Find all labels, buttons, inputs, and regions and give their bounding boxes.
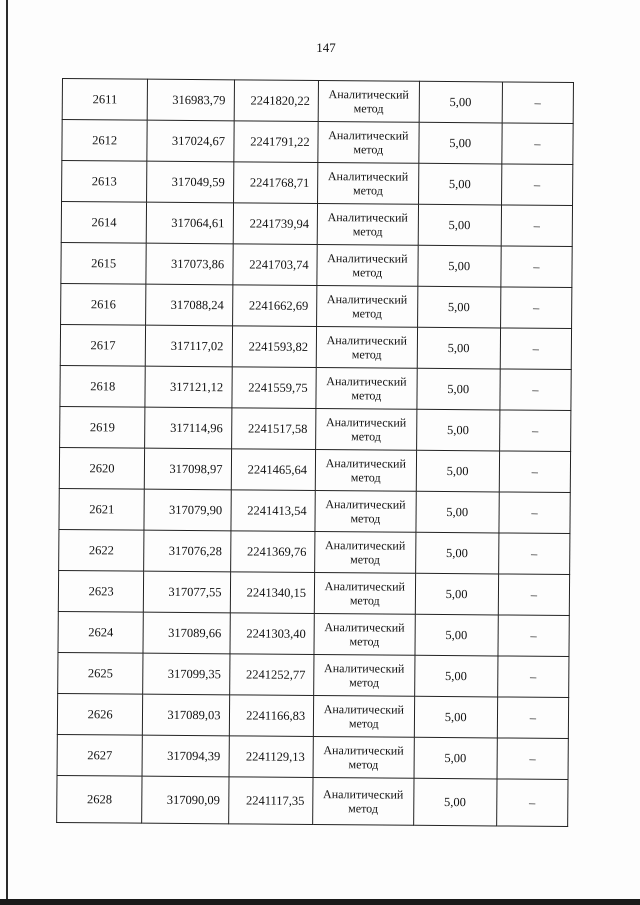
point-number-cell: 2612 (62, 120, 148, 162)
point-number-cell: 2615 (61, 242, 147, 284)
accuracy-cell: 5,00 (419, 81, 503, 123)
coord-x-cell (147, 79, 234, 121)
point-number-cell: 2627 (57, 734, 143, 776)
coord-x-cell-text: 317094,39 (167, 748, 221, 763)
coord-x-cell (147, 161, 234, 203)
point-number-cell: 2613 (62, 161, 148, 203)
table-row (62, 120, 573, 165)
method-cell: Аналитический метод (313, 777, 414, 825)
note-cell: – (501, 205, 573, 247)
table-row (62, 79, 573, 124)
page-number: 147 (316, 40, 336, 55)
coord-y-cell (228, 777, 313, 825)
coord-y-cell-text: 2241413,54 (247, 502, 307, 518)
method-cell: Аналитический метод (316, 409, 417, 451)
accuracy-cell: 5,00 (415, 573, 499, 615)
coord-x-cell (146, 202, 233, 244)
coord-y-cell-text: 2241117,35 (245, 792, 305, 808)
accuracy-cell: 5,00 (415, 614, 499, 656)
coord-y-cell-text: 2241662,69 (248, 297, 309, 313)
coord-y-cell (233, 203, 318, 245)
note-cell: – (499, 410, 571, 452)
accuracy-cell: 5,00 (417, 286, 501, 328)
point-number-cell: 2624 (58, 611, 144, 653)
accuracy-cell: 5,00 (414, 696, 498, 738)
accuracy-cell: 5,00 (415, 532, 499, 574)
coord-x-cell (143, 653, 230, 695)
accuracy-cell: 5,00 (418, 122, 502, 164)
point-number-cell: 2616 (61, 283, 147, 325)
accuracy-cell: 5,00 (413, 778, 497, 826)
coord-x-cell-text: 317088,24 (170, 297, 224, 312)
point-number-cell: 2621 (59, 488, 145, 530)
note-cell: – (500, 328, 572, 370)
coord-x-cell (143, 612, 230, 654)
point-number-cell: 2625 (58, 652, 144, 694)
coord-y-cell-text: 2241739,94 (249, 215, 310, 231)
coord-y-cell-text: 2241820,22 (250, 92, 310, 108)
coordinates-table (56, 78, 574, 827)
point-number-cell: 2617 (60, 324, 146, 366)
scan-bottom-edge (0, 899, 640, 905)
method-cell: Аналитический метод (318, 81, 419, 123)
point-number-cell: 2622 (59, 529, 145, 571)
coord-x-cell-text: 317089,66 (168, 625, 222, 640)
coord-y-cell (233, 121, 318, 163)
method-cell: Аналитический метод (315, 450, 416, 492)
method-cell: Аналитический метод (313, 695, 414, 737)
table-row (61, 242, 572, 287)
coord-x-cell (145, 448, 232, 490)
accuracy-cell: 5,00 (414, 737, 498, 779)
coord-y-cell-text: 2241303,40 (246, 625, 306, 641)
accuracy-cell: 5,00 (415, 491, 499, 533)
method-cell: Аналитический метод (315, 491, 416, 533)
coord-y-cell (231, 367, 316, 409)
coord-x-cell (146, 284, 233, 326)
coord-y-cell (232, 326, 317, 368)
note-cell: – (500, 287, 572, 329)
coord-x-cell (144, 530, 231, 572)
coord-x-cell (146, 243, 233, 285)
method-cell: Аналитический метод (316, 327, 417, 369)
note-cell: – (498, 574, 570, 616)
coord-y-cell (231, 449, 316, 491)
coord-y-cell (230, 531, 315, 573)
point-number-cell: 2620 (59, 447, 145, 489)
table-row (62, 161, 573, 206)
coord-x-cell-text: 317049,59 (171, 174, 225, 189)
coord-y-cell-text: 2241340,15 (246, 584, 307, 600)
table-row (57, 693, 568, 738)
table-row (59, 529, 570, 574)
note-cell: – (497, 697, 569, 739)
coord-x-cell (142, 735, 229, 777)
coord-y-cell-text: 2241768,71 (249, 174, 310, 190)
coord-y-cell-text: 2241593,82 (248, 338, 309, 354)
coord-x-cell-text: 316983,79 (172, 92, 226, 107)
method-cell: Аналитический метод (314, 654, 415, 696)
coord-x-cell (144, 489, 231, 531)
note-cell: – (497, 656, 569, 698)
coord-y-cell (232, 244, 317, 286)
note-cell: – (502, 123, 574, 165)
coord-y-cell (231, 408, 316, 450)
table-row (60, 324, 571, 369)
table-row (59, 488, 570, 533)
coord-x-cell-text: 317117,02 (170, 338, 224, 353)
table-body (57, 79, 574, 827)
coord-x-cell-text: 317090,09 (166, 792, 220, 807)
coord-y-cell-text: 2241465,64 (247, 461, 308, 477)
coord-x-cell (147, 120, 234, 162)
coord-y-cell (232, 285, 317, 327)
coord-y-cell-text: 2241129,13 (245, 748, 305, 764)
coord-y-cell (229, 736, 314, 778)
accuracy-cell: 5,00 (416, 450, 500, 492)
table-row (60, 406, 571, 451)
coord-y-cell-text: 2241517,58 (247, 420, 308, 436)
method-cell: Аналитический метод (318, 122, 419, 164)
accuracy-cell: 5,00 (418, 163, 502, 205)
point-number-cell: 2626 (57, 693, 143, 735)
accuracy-cell: 5,00 (416, 368, 500, 410)
point-number-cell: 2614 (61, 202, 147, 244)
accuracy-cell: 5,00 (418, 204, 502, 246)
table-row (61, 283, 572, 328)
note-cell: – (496, 779, 568, 827)
coord-y-cell-text: 2241166,83 (246, 707, 306, 723)
coord-y-cell (230, 613, 315, 655)
coord-x-cell-text: 317079,90 (169, 502, 223, 517)
coord-x-cell (143, 694, 230, 736)
coord-x-cell (145, 407, 232, 449)
coord-y-cell-text: 2241703,74 (249, 256, 309, 272)
point-number-cell: 2628 (57, 775, 143, 823)
point-number-cell: 2611 (62, 79, 148, 121)
coord-y-cell-text: 2241369,76 (246, 543, 307, 559)
table-row (61, 202, 572, 247)
coord-y-cell (229, 654, 314, 696)
coord-x-cell-text: 317114,96 (170, 420, 223, 435)
accuracy-cell: 5,00 (417, 245, 501, 287)
coord-y-cell (229, 695, 314, 737)
coord-x-cell-text: 317064,61 (171, 215, 225, 230)
table-row (58, 652, 569, 697)
table-row (60, 365, 571, 410)
point-number-cell: 2618 (60, 365, 146, 407)
coord-x-cell (142, 776, 229, 824)
method-cell: Аналитический метод (315, 532, 416, 574)
accuracy-cell: 5,00 (416, 409, 500, 451)
method-cell: Аналитический метод (318, 163, 419, 205)
note-cell: – (501, 164, 573, 206)
scan-left-edge (6, 0, 8, 905)
table-row (58, 611, 569, 656)
coord-x-cell (146, 325, 233, 367)
coord-x-cell (144, 571, 231, 613)
point-number-cell: 2619 (60, 406, 146, 448)
method-cell: Аналитический метод (316, 368, 417, 410)
coord-x-cell-text: 317077,55 (168, 584, 222, 599)
note-cell: – (498, 615, 570, 657)
method-cell: Аналитический метод (314, 573, 415, 615)
coord-x-cell (145, 366, 232, 408)
table-row (58, 570, 569, 615)
coord-y-cell-text: 2241252,77 (246, 666, 306, 682)
note-cell: – (499, 451, 571, 493)
coord-y-cell (231, 490, 316, 532)
coord-y-cell (234, 80, 319, 122)
coord-x-cell-text: 317076,28 (168, 543, 222, 558)
note-cell: – (499, 492, 571, 534)
coord-x-cell-text: 317089,03 (167, 707, 221, 722)
coord-x-cell-text: 317099,35 (167, 666, 221, 681)
method-cell: Аналитический метод (317, 286, 418, 328)
accuracy-cell: 5,00 (414, 655, 498, 697)
method-cell: Аналитический метод (317, 245, 418, 287)
method-cell: Аналитический метод (313, 736, 414, 778)
note-cell: – (502, 82, 574, 124)
table-row (57, 775, 568, 826)
note-cell: – (500, 369, 572, 411)
coord-x-cell-text: 317073,86 (170, 256, 225, 271)
point-number-cell: 2623 (58, 570, 144, 612)
coord-x-cell-text: 317121,12 (169, 379, 224, 394)
table-row (57, 734, 568, 779)
table-row (59, 447, 570, 492)
coord-y-cell-text: 2241559,75 (248, 379, 308, 395)
note-cell: – (501, 246, 573, 288)
accuracy-cell: 5,00 (417, 327, 501, 369)
note-cell: – (497, 738, 569, 780)
coord-x-cell-text: 317098,97 (169, 461, 223, 476)
method-cell: Аналитический метод (317, 204, 418, 246)
note-cell: – (498, 533, 570, 575)
method-cell: Аналитический метод (314, 613, 415, 655)
coord-y-cell-text: 2241791,22 (250, 133, 310, 149)
coord-y-cell (233, 162, 318, 204)
coord-y-cell (230, 572, 315, 614)
coord-x-cell-text: 317024,67 (171, 133, 226, 148)
